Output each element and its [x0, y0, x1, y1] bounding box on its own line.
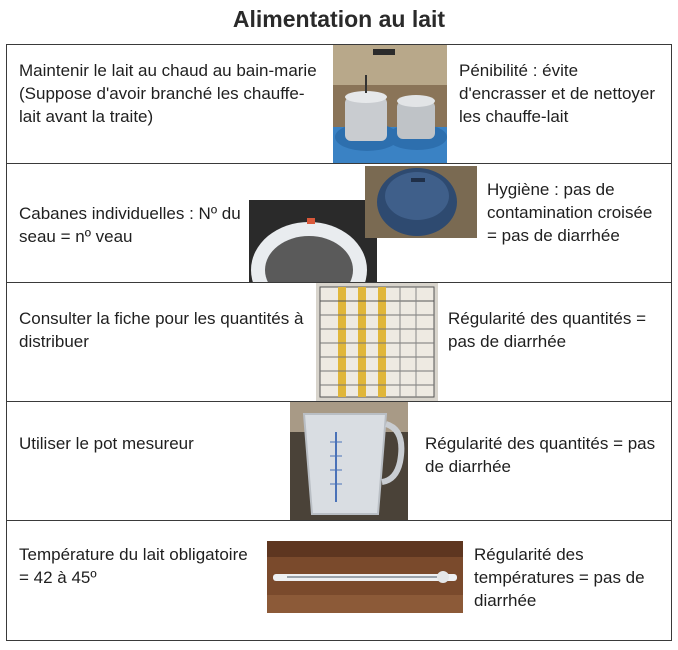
table-row [7, 164, 671, 283]
action-text: Maintenir le lait au chaud au bain-marie (Suppose d'avoir branché les chauffe-lait avant la traite) [19, 61, 317, 126]
action-text: Température du lait obligatoire = 42 à 45º [19, 545, 248, 587]
action-text: Utiliser le pot mesureur [19, 434, 194, 453]
table-row [7, 402, 671, 521]
table-row [7, 283, 671, 402]
action-text: Cabanes individuelles : Nº du seau = nº veau [19, 204, 241, 246]
page-title: Alimentation au lait [232, 6, 446, 32]
table-row [7, 521, 671, 642]
bucket-lid-photo [365, 166, 477, 238]
benefit-text: Régularité des quantités = pas de diarrhée [425, 434, 656, 476]
benefit-text: Hygiène : pas de contamination croisée = pas de diarrhée [487, 180, 653, 245]
milk-feeding-table [6, 44, 672, 641]
feeding-chart-photo [316, 283, 438, 401]
benefit-text: Pénibilité : évite d'encrasser et de nettoyer les chauffe-lait [459, 61, 656, 126]
table-row [7, 45, 671, 164]
milk-cans-water-bath-photo [333, 45, 447, 163]
benefit-text: Régularité des températures = pas de diarrhée [474, 545, 645, 610]
measuring-jug-photo [290, 402, 408, 520]
thermometer-photo [267, 541, 463, 613]
action-text: Consulter la fiche pour les quantités à distribuer [19, 309, 304, 351]
numbered-buckets-photo [249, 200, 377, 282]
benefit-text: Régularité des quantités = pas de diarrhée [448, 309, 646, 351]
